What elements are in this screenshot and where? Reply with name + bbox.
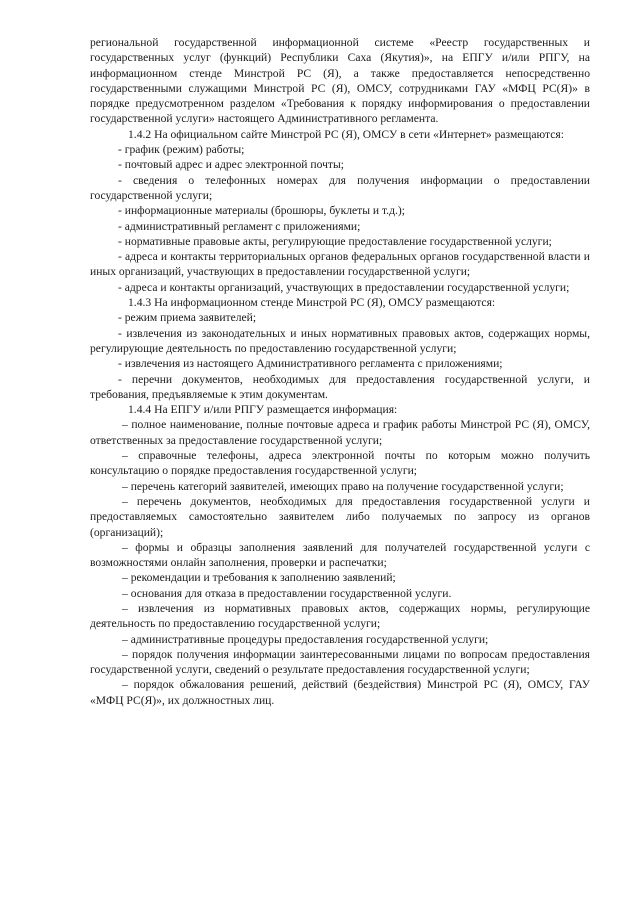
section-1-4-3-list xyxy=(90,310,590,402)
list-item: - режим приема заявителей; xyxy=(118,311,257,325)
list-item: - извлечения из настоящего Административного регламента с приложениями; xyxy=(118,357,503,371)
list-item: - почтовый адрес и адрес электронной почты; xyxy=(118,158,345,172)
list-item: - административный регламент с приложениями; xyxy=(118,219,361,233)
list-item: - информационные материалы (брошюры, буклеты и т.д.); xyxy=(118,204,405,218)
list-item: – рекомендации и требования к заполнению заявлений; xyxy=(122,571,396,585)
list-item: - адреса и контакты организаций, участвующих в предоставлении государственной услуги; xyxy=(118,280,570,294)
list-item: - нормативные правовые акты, регулирующие предоставление государственной услуги; xyxy=(118,234,552,248)
list-item: – полное наименование, полные почтовые адреса и график работы Минстрой РС (Я), ОМСУ, ответственных за предоставление государственной услуги; xyxy=(90,418,590,447)
list-item: - адреса и контакты территориальных органов федеральных органов государственной власти и иных организаций, участвующих в предоставлении государственной услуги; xyxy=(90,250,590,279)
list-item: – основания для отказа в предоставлении государственной услуги. xyxy=(122,586,452,600)
list-item: – формы и образцы заполнения заявлений для получателей государственной услуги с возможностями онлайн заполнения, проверки и распечатки; xyxy=(90,540,590,570)
section-1-4-3-heading: 1.4.3 На информационном стенде Минстрой РС (Я), ОМСУ размещаются: xyxy=(128,296,496,310)
list-item: – извлечения из нормативных правовых актов, содержащих нормы, регулирующие деятельность по предоставлению государственной услуги; xyxy=(90,601,590,631)
list-item: – порядок получения информации заинтересованными лицами по вопросам предоставления государственной услуги, сведений о результате предоставления государственной услуги; xyxy=(90,647,590,677)
list-item: - сведения о телефонных номерах для получения информации о предоставлении государственной услуги; xyxy=(90,173,590,202)
list-item: - извлечения из законодательных и иных нормативных правовых актов, содержащих нормы, регулирующие деятельность по предоставлению государственной услуги; xyxy=(90,326,590,355)
section-1-4-2-heading: 1.4.2 На официальном сайте Минстрой РС (Я), ОМСУ в сети «Интернет» размещаются: xyxy=(128,127,564,141)
section-1-4-4-heading: 1.4.4 На ЕПГУ и/или РПГУ размещается информация: xyxy=(128,403,398,417)
section-1-4-4-list xyxy=(90,417,590,708)
list-item: - перечни документов, необходимых для предоставления государственной услуги, и требования, предъявляемые к этим документам. xyxy=(90,372,590,401)
list-item: – перечень категорий заявителей, имеющих право на получение государственной услуги; xyxy=(122,479,564,493)
list-item: – справочные телефоны, адреса электронной почты по которым можно получить консультацию о порядке предоставления государственной услуги; xyxy=(90,449,590,478)
intro-paragraph: региональной государственной информационной системе «Реестр государственных и государственных услуг (функций) Республики Саха (Якутия)», на ЕПГУ и/или РПГУ, на информационном стенде Минстрой РС (Я), а также предоставляется непосредственно государственными служащими Минстрой РС (Я), ОМСУ, сотрудниками ГАУ «МФЦ РС(Я)» в порядке предусмотренном разделом «Требования к порядку информирования о предоставлении государственной услуги» настоящего Административного регламента. xyxy=(90,36,590,126)
section-1-4-2-list xyxy=(90,142,590,295)
list-item: – административные процедуры предоставления государственной услуги; xyxy=(122,632,489,646)
list-item: - график (режим) работы; xyxy=(118,143,245,157)
list-item: – перечень документов, необходимых для предоставления государственной услуги и предоставляемых самостоятельно заявителем либо получаемых по запросу из органов (организаций); xyxy=(90,494,590,539)
list-item: – порядок обжалования решений, действий (бездействия) Минстрой РС (Я), ОМСУ, ГАУ «МФЦ РС(Я)», их должностных лиц. xyxy=(90,678,590,707)
